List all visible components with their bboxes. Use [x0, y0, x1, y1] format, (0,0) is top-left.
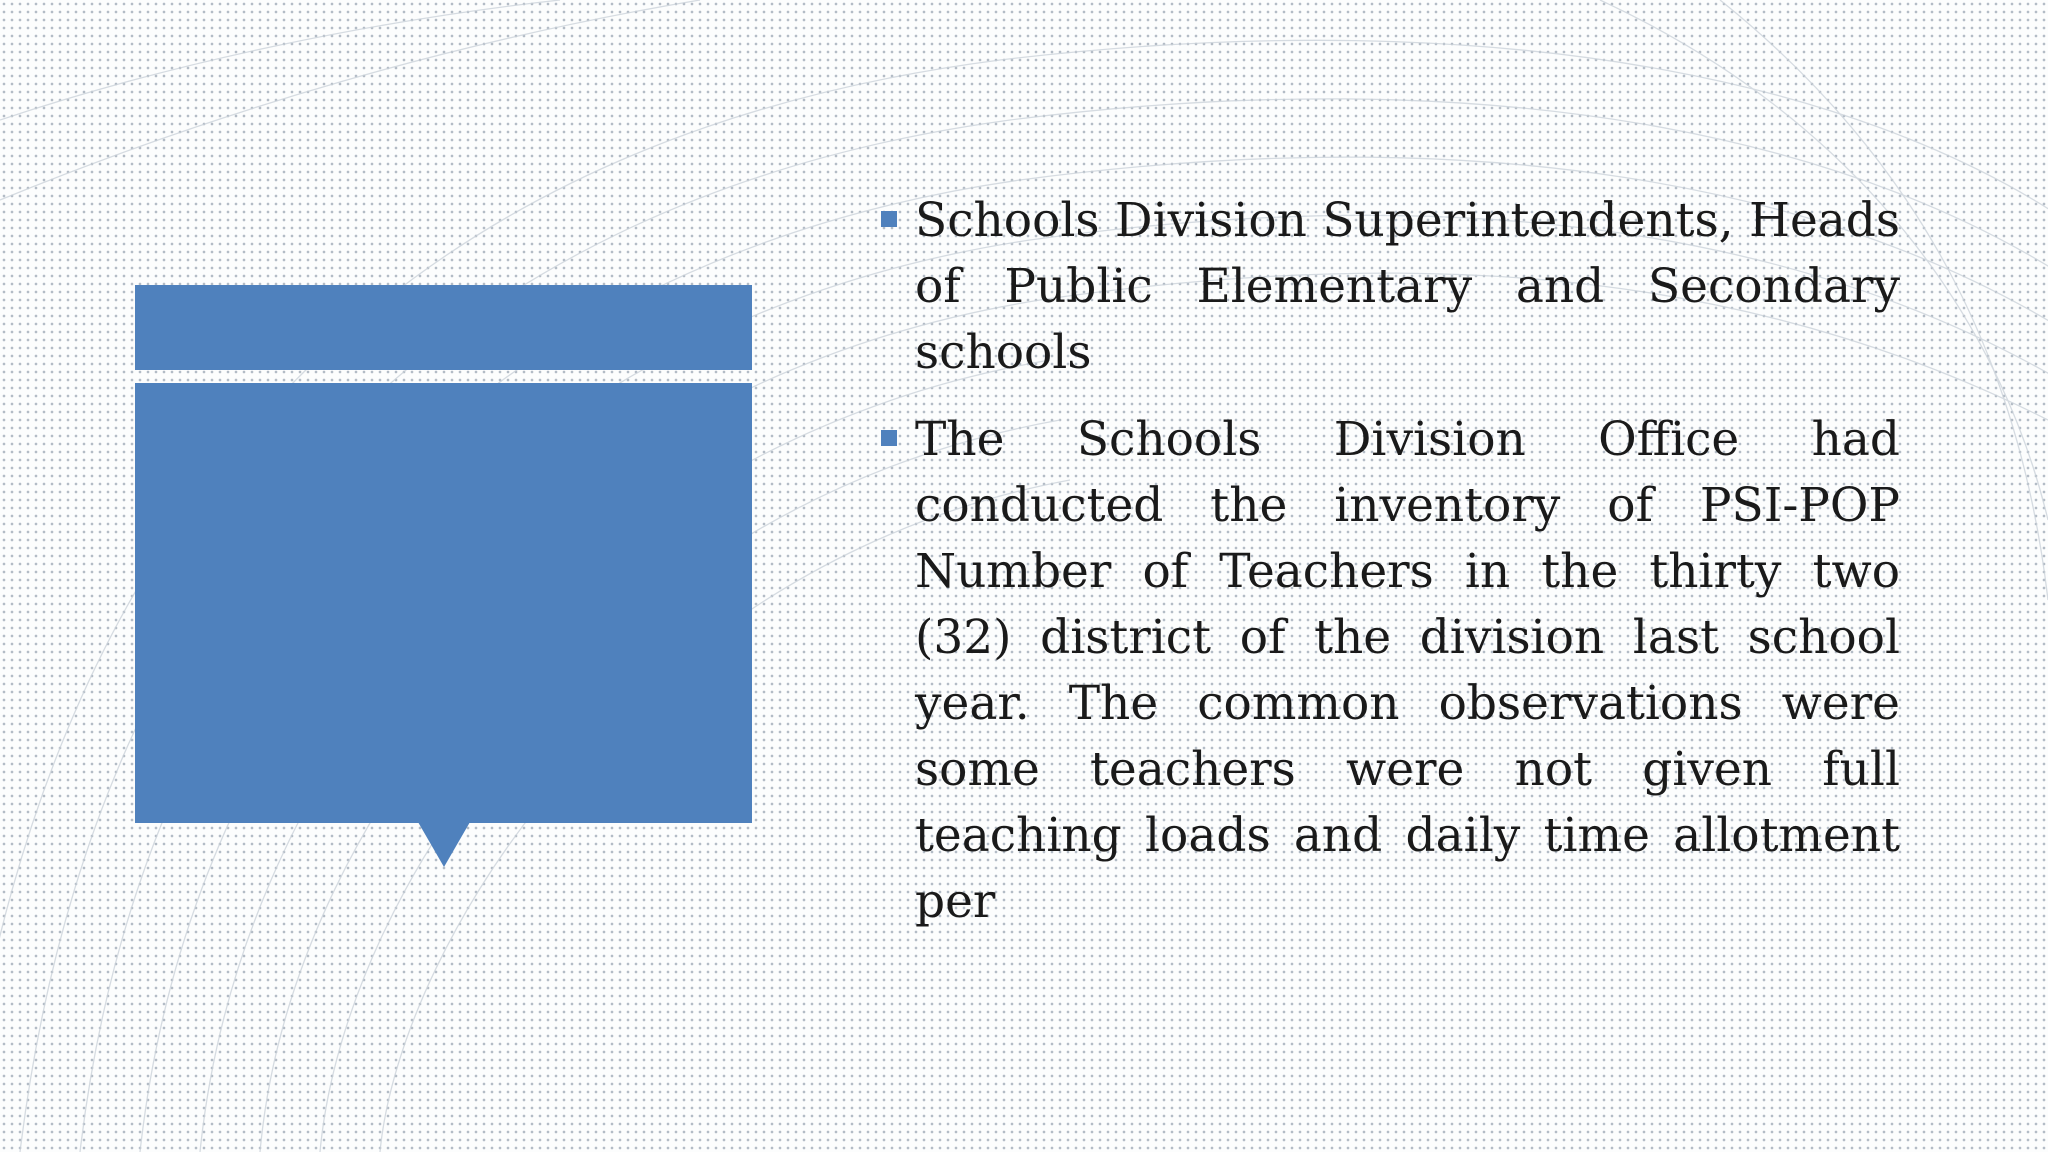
bullet-text: The Schools Division Office had conducted the inventory of PSI-POP Number of Teachers in the thirty two (32) district of the division last school year. The common observations were some teachers were not given full teaching loads and daily time allotment per	[915, 412, 1900, 929]
callout-header-bar	[135, 285, 752, 370]
square-bullet-icon	[881, 430, 897, 446]
bullet-list	[880, 188, 1900, 956]
square-bullet-icon	[881, 211, 897, 227]
callout-pointer-icon	[418, 822, 470, 867]
bullet-item-recipients	[880, 188, 1900, 386]
bullet-text: Schools Division Superintendents, Heads of Public Elementary and Secondary schools	[915, 193, 1900, 380]
speech-callout-box	[135, 383, 752, 823]
bullet-item-inventory	[880, 407, 1900, 935]
